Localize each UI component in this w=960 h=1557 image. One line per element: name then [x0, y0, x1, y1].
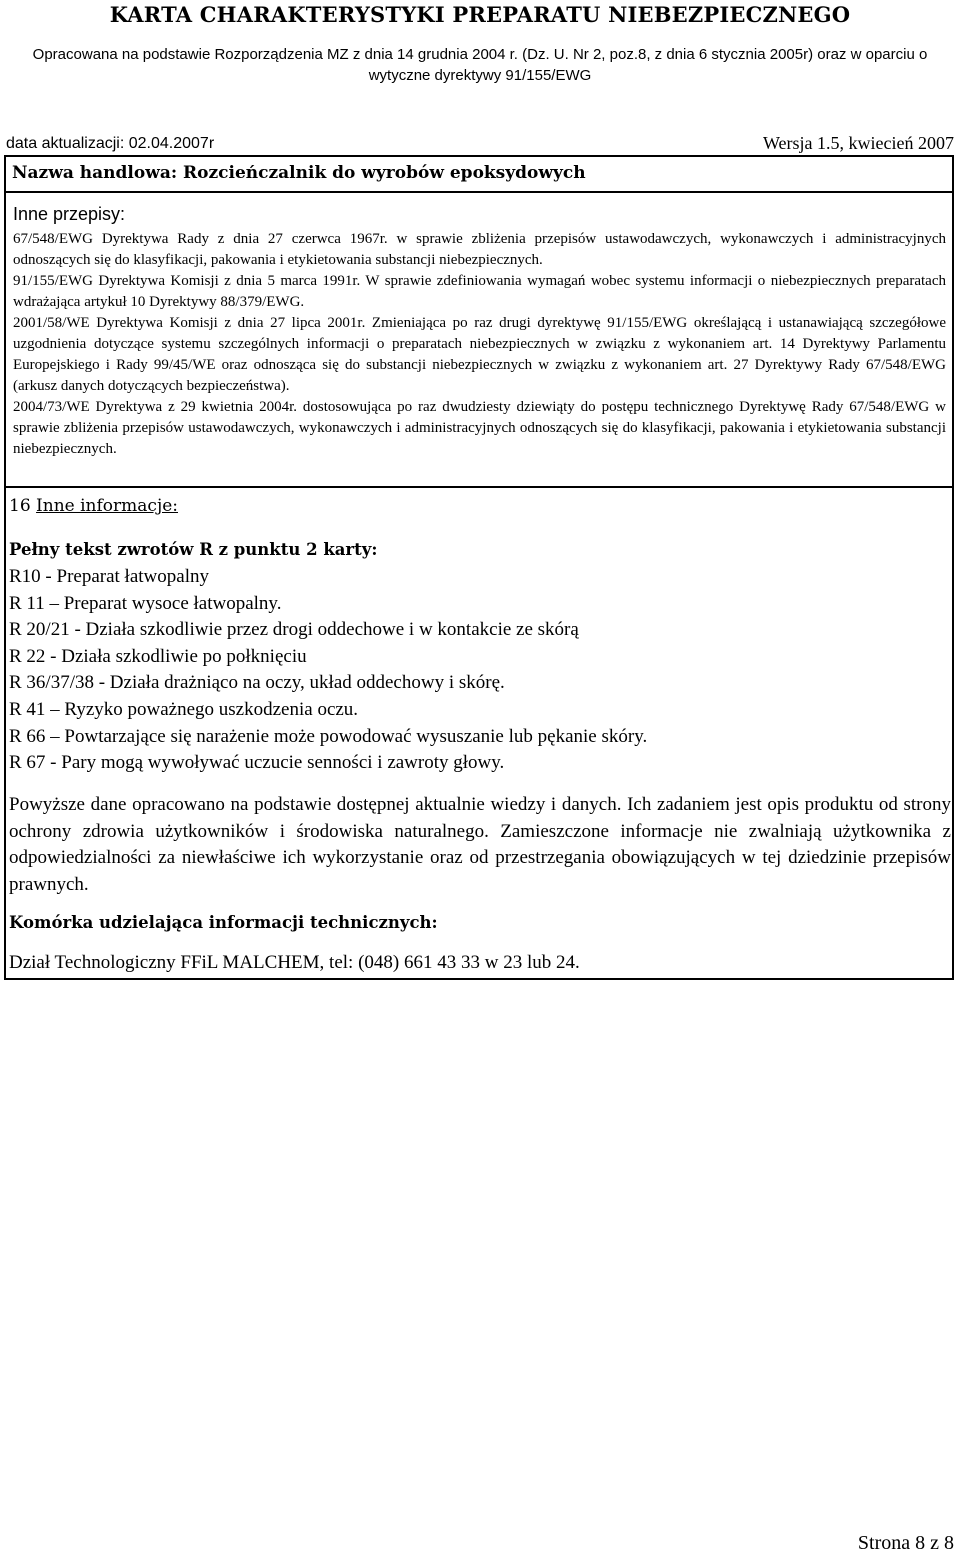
r-phrase: R 22 - Działa szkodliwie po połknięciu: [9, 645, 307, 667]
update-date: data aktualizacji: 02.04.2007r: [6, 135, 215, 152]
regulation-item: 67/548/EWG Dyrektywa Rady z dnia 27 czerwca 1967r. w sprawie zbliżenia przepisów ustawodawczych, wykonawczych i administracyjnych odnoszących się do klasyfikacji, pakowania i etykietowania substancji niebezpiecznych.: [13, 231, 946, 268]
regulation-item: 2004/73/WE Dyrektywa z 29 kwietnia 2004r. dostosowująca po raz dwudziesty dziewiąty do postępu technicznego Dyrektywę Rady 67/548/EWG w sprawie zbliżenia przepisów ustawodawczych, wykonawczych i administracyjnych odnoszących się do klasyfikacji, pakowania i etykietowania substancji niebezpiecznych.: [13, 399, 946, 457]
subtitle-line-1: Opracowana na podstawie Rozporządzenia MZ z dnia 14 grudnia 2004 r. (Dz. U. Nr 2, poz.8, z dnia 6 stycznia 2005r) oraz w oparciu o: [32, 46, 928, 63]
document-subtitle: [0, 44, 960, 86]
section-number: 16: [9, 496, 31, 516]
page-number: Strona 8 z 8: [857, 1532, 954, 1554]
r-phrase: R10 - Preparat łatwopalny: [9, 566, 209, 587]
technical-info-heading: Komórka udzielająca informacji technicznych:: [9, 913, 438, 932]
r-phrase: R 67 - Pary mogą wywoływać uczucie senności i zawroty głowy.: [9, 752, 505, 774]
regulation-item: 2001/58/WE Dyrektywa Komisji z dnia 27 lipca 2001r. Zmieniająca po raz drugi dyrektywę 91/155/EWG określającą i ustanawiającą szczegółowe uzgodnienia dotyczące systemu szczególnych informacji o preparatach niebezpiecznych w związku z wykonaniem art. 14 Dyrektywy Parlamentu Europejskiego i Rady 99/45/WE oraz odnosząca się do substancji niebezpiecznych w związku z wykonaniem art. 27 Dyrektywy Rady 67/548/EWG (arkusz danych dotyczących bezpieczeństwa).: [13, 315, 946, 394]
r-phrase: R 66 – Powtarzające się narażenie może powodować wysuszanie lub pękanie skóry.: [9, 725, 648, 747]
regulations-box: [4, 191, 954, 488]
other-information-box: [4, 488, 954, 980]
r-phrase: R 36/37/38 - Działa drażniąco na oczy, układ oddechowy i skórę.: [9, 672, 505, 694]
r-phrase: R 41 – Ryzyko poważnego uszkodzenia oczu.: [9, 698, 359, 720]
subtitle-line-2: wytyczne dyrektywy 91/155/EWG: [368, 67, 592, 84]
section-title: Inne informacje:: [36, 496, 178, 516]
r-phrases-list: [9, 564, 647, 777]
section-16-heading: [9, 496, 178, 516]
disclaimer-paragraph: Powyższe dane opracowano na podstawie dostępnej aktualnie wiedzy i danych. Ich zadaniem jest opis produktu od strony ochrony zdrowia użytkowników i środowiska naturalnego. Zamieszczone informacje nie zwalniają użytkownika z odpowiedzialności za niewłaściwe ich wykorzystanie oraz od przestrzegania obowiązujących w tej dziedzinie przepisów prawnych.: [9, 794, 951, 895]
r-phrases-heading: Pełny tekst zwrotów R z punktu 2 karty:: [9, 540, 378, 559]
r-phrase: R 11 – Preparat wysoce łatwopalny.: [9, 592, 282, 614]
trade-name: Nazwa handlowa: Rozcieńczalnik do wyrobów epoksydowych: [12, 163, 586, 183]
regulations-list: [13, 229, 946, 460]
version-label: Wersja 1.5, kwiecień 2007: [763, 133, 954, 153]
trade-name-box: [4, 155, 954, 191]
regulations-heading: Inne przepisy:: [13, 204, 126, 224]
r-phrase: R 20/21 - Działa szkodliwie przez drogi oddechowe i w kontakcie ze skórą: [9, 619, 579, 641]
technical-contact: Dział Technologiczny FFiL MALCHEM, tel: (048) 661 43 33 w 23 lub 24.: [9, 952, 580, 973]
regulation-item: 91/155/EWG Dyrektywa Komisji z dnia 5 marca 1991r. W sprawie zdefiniowania wymagań wobec systemu informacji o niebezpiecznych preparatach wdrażająca artykuł 10 Dyrektywy 88/379/EWG.: [13, 273, 946, 310]
document-title: KARTA CHARAKTERYSTYKI PREPARATU NIEBEZPIECZNEGO: [109, 2, 851, 27]
